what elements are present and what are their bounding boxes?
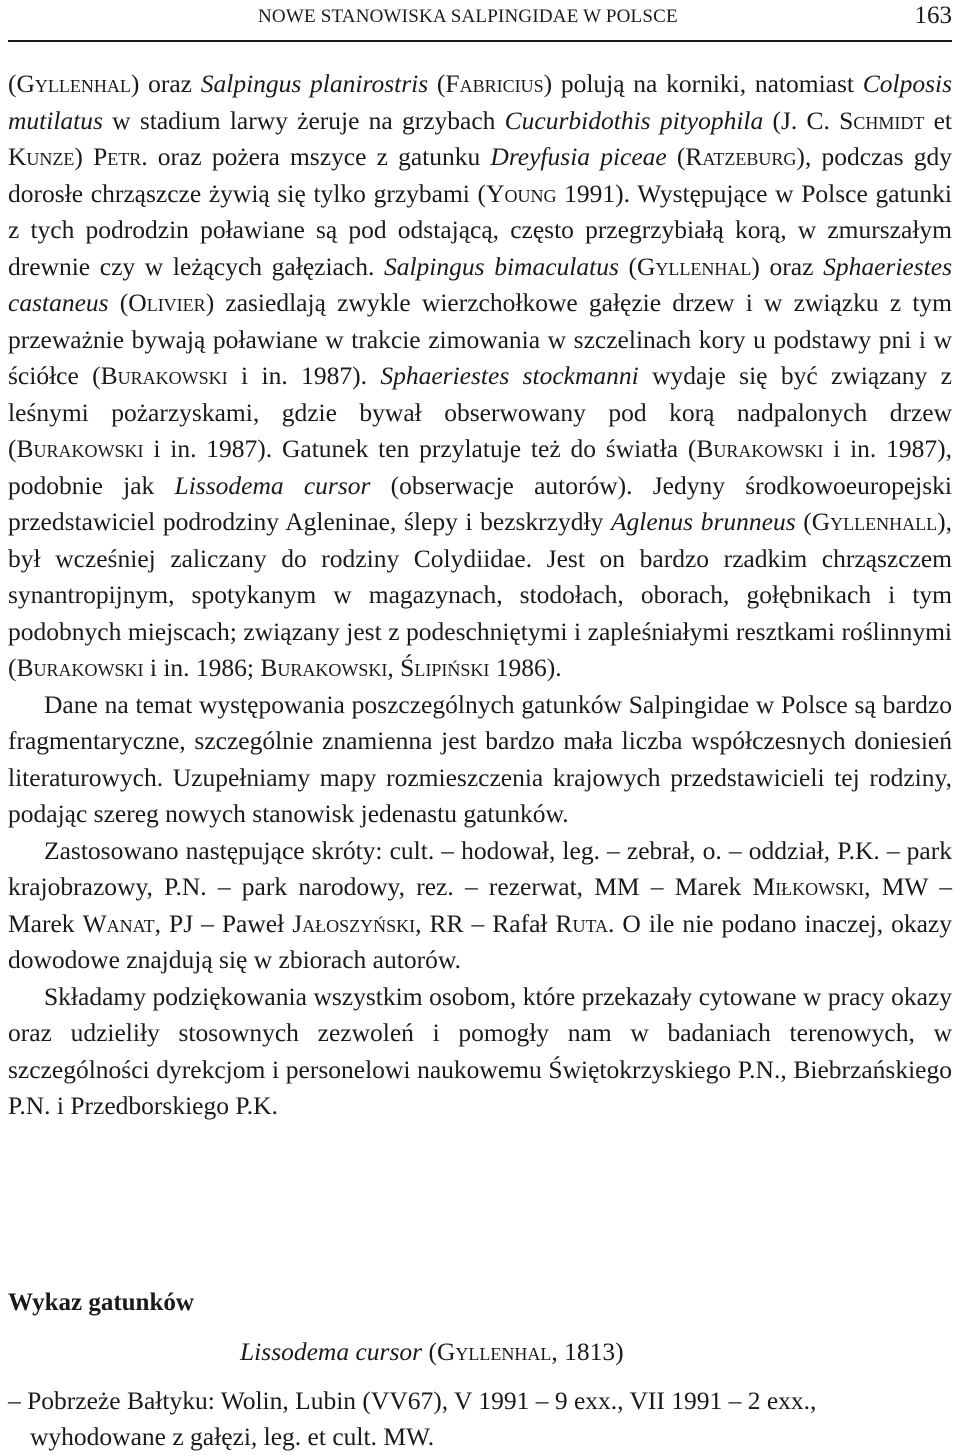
text-run: ) polują na korniki, natomiast [543, 69, 863, 98]
paragraph-1 [8, 66, 952, 687]
author-name: Gyllenhal [436, 1337, 552, 1366]
text-run: , RR – Rafał [415, 908, 556, 938]
text-run: ( [795, 507, 812, 536]
text-run: , 1813) [551, 1337, 624, 1366]
paragraph-2: Dane na temat występowania poszczególnych gatunków Salpingidae w Polsce są bardzo fragmentaryczne, szczególnie znamienna jest bardzo mała liczba współczesnych doniesień literaturowych. Uzupełniamy mapy rozmieszczenia krajowych przedstawicieli tej rodziny, podając szereg nowych stanowisk jedenastu gatunków. [8, 689, 952, 828]
species-name: Cucurbidothis pityophila [504, 105, 764, 135]
author-name: Burakowski [260, 653, 388, 682]
text-run: . oraz pożera mszyce z gatunku [141, 142, 491, 171]
text-run: (J. C. [763, 105, 840, 135]
locality-record: – Pobrzeże Bałtyku: Wolin, Lubin (VV67), V 1991 – 9 exx., VII 1991 – 2 exx., wyhodowane z gałęzi, leg. et cult. MW. [8, 1386, 817, 1451]
species-name: Colposis mutilatus [8, 69, 953, 135]
section-heading: Wykaz gatunków [8, 1289, 194, 1316]
text-run: (obserwacje autorów). Jedyny środkowoeuropejski przedstawiciel podrodziny Agleninae, ślepy i bezskrzydły [8, 470, 952, 536]
author-name: Ratzeburg [685, 142, 797, 171]
author-name: Petr [93, 142, 142, 171]
species-name: Dreyfusia piceae [490, 142, 667, 171]
text-run: ( [618, 251, 638, 281]
text-run: wydaje się być związany z leśnymi pożarzyskami, gdzie bywał obserwowany pod korą nadpalonych drzew ( [8, 361, 952, 463]
text-run: ), podczas gdy dorosłe chrząszcze żywią się tylko grzybami ( [8, 142, 952, 208]
text-run: , MW – Marek [8, 872, 952, 938]
species-entry-title [240, 1337, 624, 1367]
text-run: et [924, 105, 952, 135]
text-run: , [387, 653, 401, 682]
species-name: Sphaeriestes stockmanni [380, 361, 639, 390]
author-name: Burakowski [696, 434, 824, 463]
author-name: Fabricius [445, 69, 544, 98]
text-run: ) oraz [751, 251, 824, 281]
author-name: Miłkowski [752, 872, 865, 901]
paragraph-4: Składamy podziękowania wszystkim osobom, które przekazały cytowane w pracy okazy oraz udzieliły stosownych zezwoleń i pomogły nam w badaniach terenowych, w szczególności dyrekcjom i personelowi naukowemu Świętokrzyskiego P.N., Biebrzańskiego P.N. i Przedborskiego P.K. [8, 981, 952, 1120]
text-run: i in. 1986; [143, 653, 261, 682]
author-name: Gyllenhall [811, 507, 938, 536]
author-name: Olivier [128, 288, 206, 317]
species-name: Lissodema cursor [174, 470, 371, 500]
text-run: ( [8, 69, 17, 98]
text-run: ), był wcześniej zaliczany do rodziny Colydiidae. Jest on bardzo rzadkim chrząszczem synantropijnym, spotykanym w magazynach, stodołach, oborach, gołębnikach i tym podobnych miejscach; związany jest z podeschniętymi i zapleśniałymi resztkami roślinnymi ( [8, 507, 952, 682]
text-run: i in. 1987), podobnie jak [8, 434, 952, 500]
species-name: Salpingus planirostris [200, 69, 429, 98]
page-number: 163 [914, 2, 952, 29]
text-run: ( [108, 288, 129, 317]
author-name: Schmidt [839, 105, 925, 135]
author-name: Wanat [82, 908, 155, 938]
author-name: Young [486, 178, 557, 208]
author-name: Burakowski [16, 434, 144, 463]
species-name: Lissodema cursor [240, 1337, 423, 1366]
text-run: ( [666, 142, 686, 171]
paragraph-3 [8, 833, 952, 979]
author-name: Ślipiński [400, 653, 490, 682]
author-name: Jałoszyński [292, 908, 416, 938]
text-run: ) zasiedlają zwykle wierzchołkowe gałęzie drzew i w związku z tym przeważnie bywają poławiane w trakcie zimowania w szczelinach kory u podstawy pni i w ściółce ( [8, 288, 952, 390]
running-header [0, 0, 960, 40]
text-run: i in. 1987). Gatunek ten przylatuje też do światła ( [143, 434, 697, 463]
text-run: ( [422, 1337, 437, 1366]
header-rule [8, 40, 952, 42]
author-name: Ruta [555, 908, 609, 938]
text-run: ( [428, 69, 446, 98]
author-name: Gyllenhal [637, 251, 752, 281]
text-run: 1986). [489, 653, 562, 682]
species-name: Aglenus brunneus [610, 507, 796, 536]
species-name: Sphaeriestes castaneus [8, 251, 952, 317]
body-text [8, 66, 952, 1125]
running-title: NOWE STANOWISKA SALPINGIDAE W POLSCE [258, 6, 678, 27]
text-run: ) oraz [130, 69, 201, 98]
text-run: . O ile nie podano inaczej, okazy dowodowe znajdują się w zbiorach autorów. [8, 908, 952, 974]
text-run: w stadium larwy żeruje na grzybach [102, 105, 505, 135]
author-name: Burakowski [100, 361, 228, 390]
author-name: Burakowski [16, 653, 144, 682]
species-name: Salpingus bimaculatus [383, 251, 619, 281]
author-name: Kunze [8, 142, 75, 171]
text-run: , PJ – Paweł [154, 908, 293, 938]
author-name: Gyllenhal [16, 69, 131, 98]
text-run: Zastosowano następujące skróty: cult. – hodował, leg. – zebrał, o. – oddział, P.K. – park krajobrazowy, P.N. – park narodowy, rez. – rezerwat, MM – Marek [8, 835, 952, 901]
text-run: ) [74, 142, 94, 171]
text-run: i in. 1987). [227, 361, 381, 390]
text-run: 1991). Występujące w Polsce gatunki z tych podrodzin poławiane są pod odstającą, często przegrzybiałą korą, w zmurszałym drewnie czy w leżących gałęziach. [8, 178, 952, 281]
